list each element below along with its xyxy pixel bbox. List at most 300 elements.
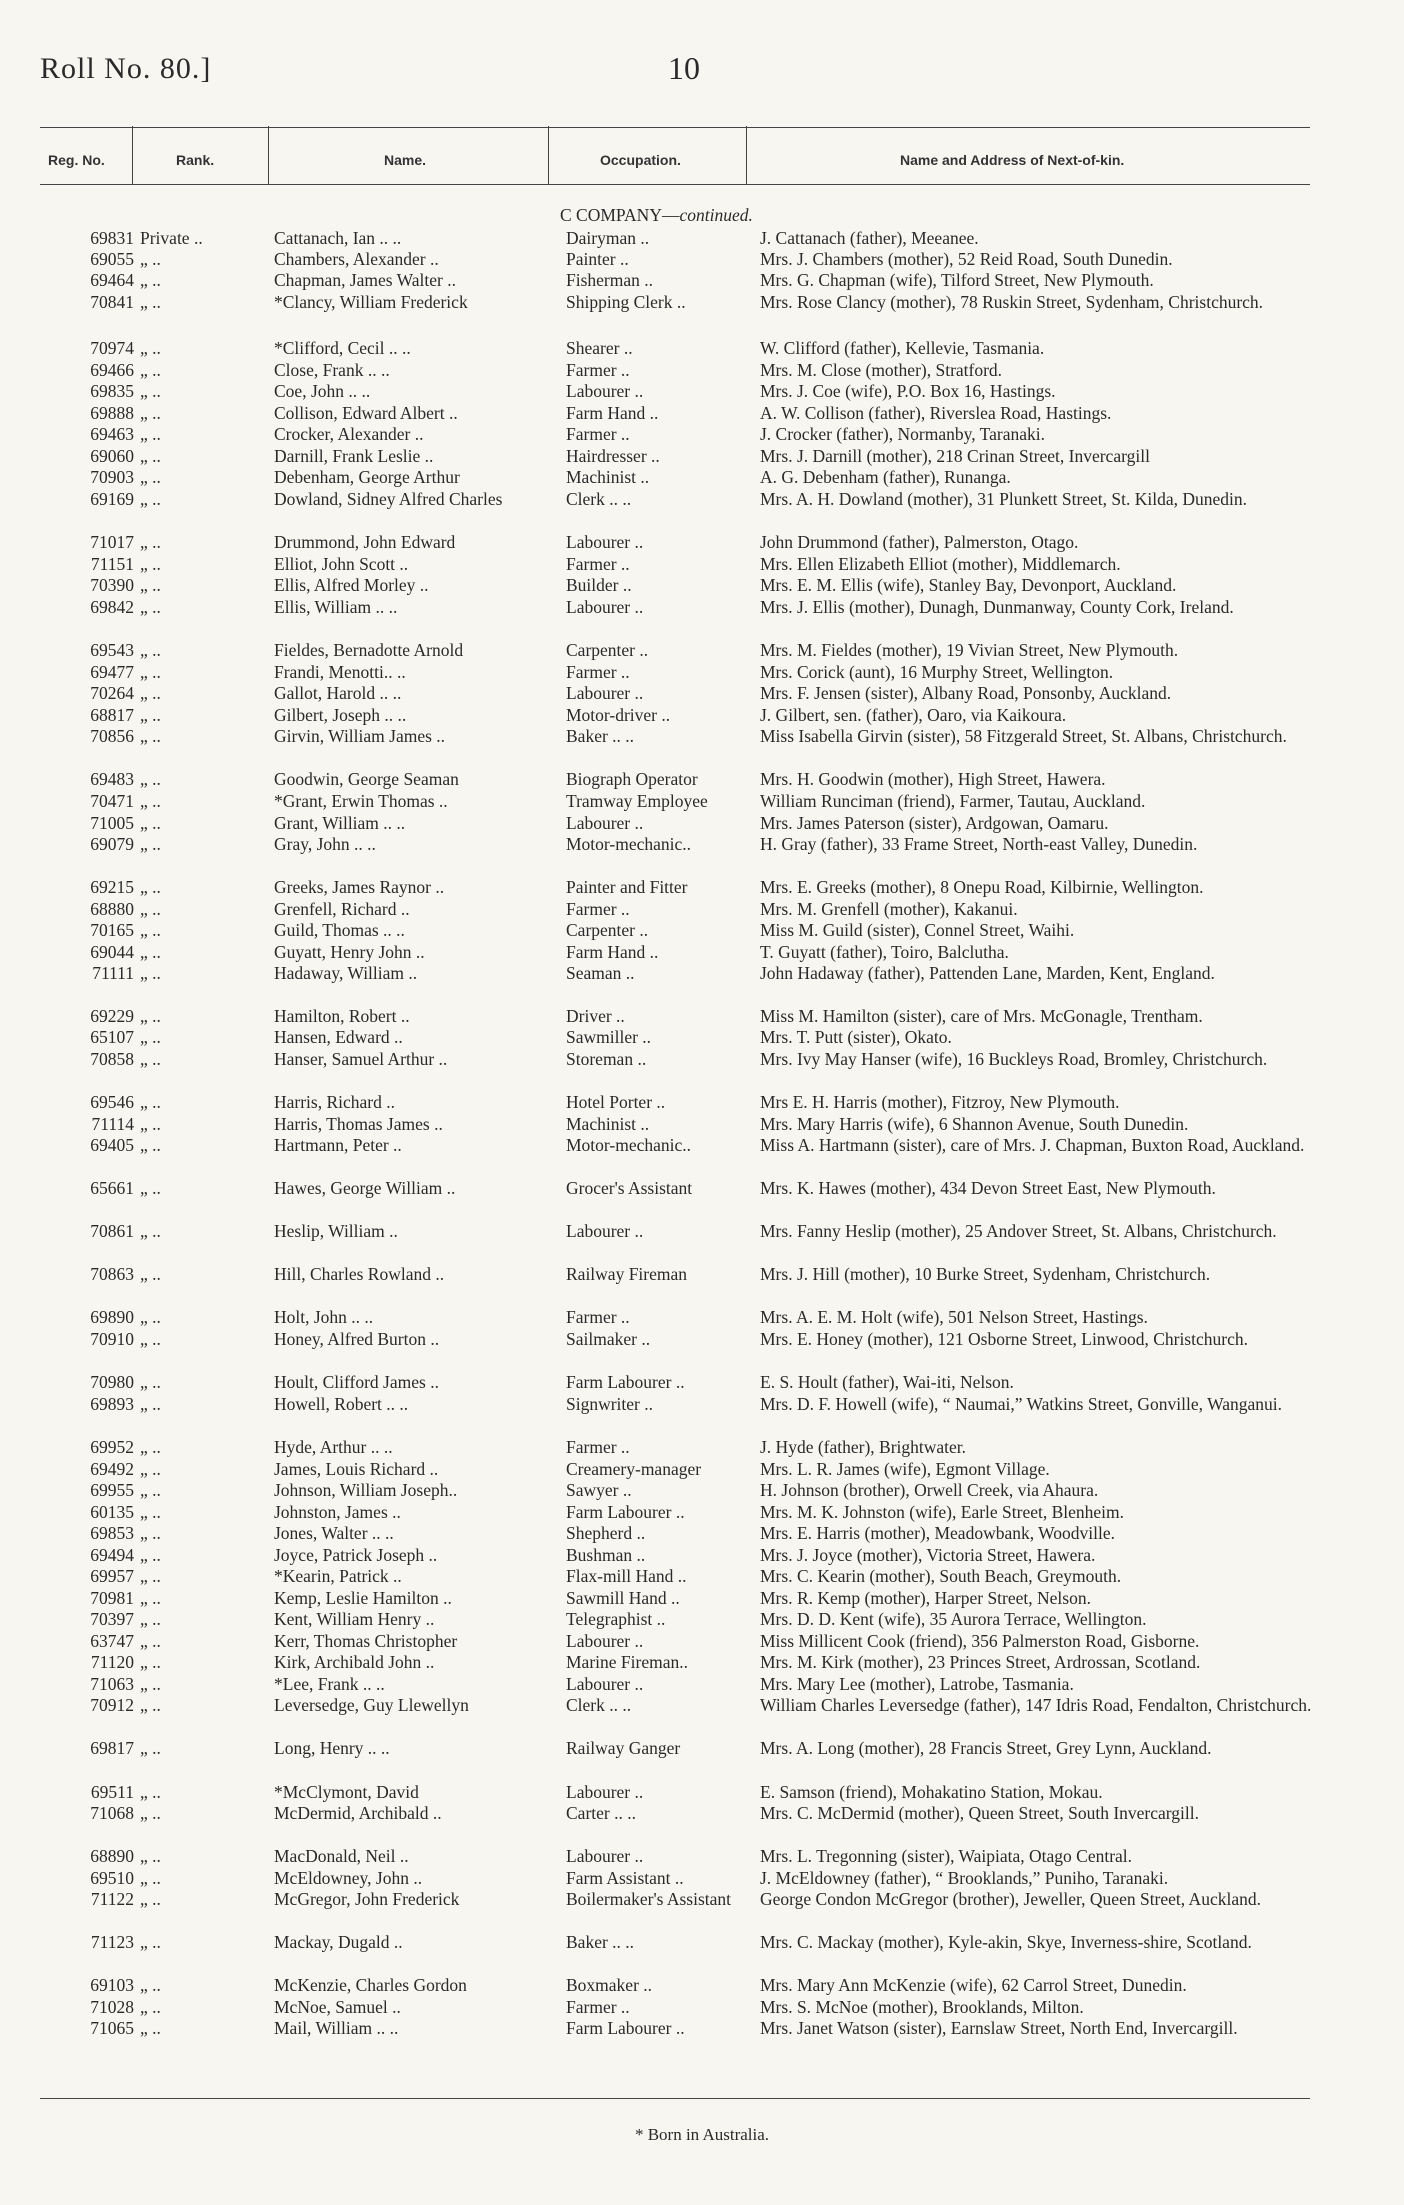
- rank-cell: „ ..: [140, 1674, 161, 1694]
- rank-cell: „ ..: [140, 1006, 161, 1026]
- name-cell: Kemp, Leslie Hamilton ..: [274, 1588, 452, 1608]
- reg-no-cell: 69405: [90, 1135, 134, 1155]
- reg-no-cell: 70856: [90, 726, 134, 746]
- rank-cell: „ ..: [140, 1566, 161, 1586]
- occupation-cell: Farmer ..: [566, 1307, 630, 1327]
- rank-cell: „ ..: [140, 1846, 161, 1866]
- next-of-kin-cell: Mrs. Mary Ann McKenzie (wife), 62 Carrol Street, Dunedin.: [760, 1975, 1187, 1995]
- table-row: [0, 1782, 1404, 1803]
- rank-cell: „ ..: [140, 769, 161, 789]
- next-of-kin-cell: W. Clifford (father), Kellevie, Tasmania.: [760, 338, 1045, 358]
- table-row: [0, 1394, 1404, 1415]
- table-row: [0, 1932, 1404, 1953]
- name-cell: Grant, William .. ..: [274, 813, 406, 833]
- next-of-kin-cell: T. Guyatt (father), Toiro, Balclutha.: [760, 942, 1009, 962]
- table-row: [0, 705, 1404, 726]
- next-of-kin-cell: Mrs. J. Chambers (mother), 52 Reid Road, South Dunedin.: [760, 249, 1173, 269]
- reg-no-cell: 69842: [90, 597, 134, 617]
- occupation-cell: Storeman ..: [566, 1049, 647, 1069]
- name-cell: Howell, Robert .. ..: [274, 1394, 409, 1414]
- occupation-cell: Labourer ..: [566, 1674, 644, 1694]
- rank-cell: „ ..: [140, 1264, 161, 1284]
- reg-no-cell: 69817: [90, 1738, 134, 1758]
- next-of-kin-cell: George Condon McGregor (brother), Jeweller, Queen Street, Auckland.: [760, 1889, 1261, 1909]
- name-cell: Leversedge, Guy Llewellyn: [274, 1695, 469, 1715]
- name-cell: Collison, Edward Albert ..: [274, 403, 458, 423]
- rank-cell: „ ..: [140, 1631, 161, 1651]
- reg-no-cell: 65107: [90, 1027, 134, 1047]
- rank-cell: „ ..: [140, 1975, 161, 1995]
- reg-no-cell: 70397: [90, 1609, 134, 1629]
- reg-no-cell: 71028: [90, 1997, 134, 2017]
- reg-no-cell: 69463: [90, 424, 134, 444]
- col-header-rank: Rank.: [176, 152, 215, 168]
- name-cell: Chambers, Alexander ..: [274, 249, 439, 269]
- name-cell: Kerr, Thomas Christopher: [274, 1631, 458, 1651]
- rank-cell: „ ..: [140, 1588, 161, 1608]
- reg-no-cell: 69477: [90, 662, 134, 682]
- reg-no-cell: 69215: [90, 877, 134, 897]
- page-number: 10: [668, 50, 700, 86]
- reg-no-cell: 70981: [90, 1588, 134, 1608]
- rank-cell: „ ..: [140, 1178, 161, 1198]
- next-of-kin-cell: William Runciman (friend), Farmer, Tautau, Auckland.: [760, 791, 1146, 811]
- next-of-kin-cell: Mrs. E. Harris (mother), Meadowbank, Woodville.: [760, 1523, 1115, 1543]
- table-row: [0, 813, 1404, 834]
- reg-no-cell: 69955: [90, 1480, 134, 1500]
- table-row: [0, 1264, 1404, 1285]
- name-cell: Johnson, William Joseph..: [274, 1480, 458, 1500]
- rank-cell: „ ..: [140, 640, 161, 660]
- col-divider: [268, 126, 269, 184]
- reg-no-cell: 71151: [90, 554, 134, 574]
- reg-no-cell: 70471: [90, 791, 134, 811]
- next-of-kin-cell: Miss Isabella Girvin (sister), 58 Fitzgerald Street, St. Albans, Christchurch.: [760, 726, 1287, 746]
- name-cell: *Clifford, Cecil .. ..: [274, 338, 411, 358]
- rank-cell: „ ..: [140, 1049, 161, 1069]
- rank-cell: „ ..: [140, 1329, 161, 1349]
- reg-no-cell: 69483: [90, 769, 134, 789]
- next-of-kin-cell: Mrs. Ivy May Hanser (wife), 16 Buckleys Road, Bromley, Christchurch.: [760, 1049, 1268, 1069]
- reg-no-cell: 69464: [90, 270, 134, 290]
- name-cell: Gallot, Harold .. ..: [274, 683, 402, 703]
- reg-no-cell: 71123: [90, 1932, 134, 1952]
- rank-cell: „ ..: [140, 1997, 161, 2017]
- col-divider: [548, 126, 549, 184]
- reg-no-cell: 69853: [90, 1523, 134, 1543]
- next-of-kin-cell: Mrs. J. Joyce (mother), Victoria Street, Hawera.: [760, 1545, 1096, 1565]
- col-header-next-of-kin: Name and Address of Next-of-kin.: [900, 152, 1125, 168]
- name-cell: Grenfell, Richard ..: [274, 899, 410, 919]
- occupation-cell: Farm Labourer ..: [566, 1502, 685, 1522]
- next-of-kin-cell: J. McEldowney (father), “ Brooklands,” Puniho, Taranaki.: [760, 1868, 1169, 1888]
- table-row: [0, 489, 1404, 510]
- occupation-cell: Farm Hand ..: [566, 942, 659, 962]
- next-of-kin-cell: Mrs. Fanny Heslip (mother), 25 Andover Street, St. Albans, Christchurch.: [760, 1221, 1277, 1241]
- reg-no-cell: 69510: [90, 1868, 134, 1888]
- name-cell: *Lee, Frank .. ..: [274, 1674, 385, 1694]
- occupation-cell: Creamery-manager: [566, 1459, 702, 1479]
- next-of-kin-cell: Mrs. A. E. M. Holt (wife), 501 Nelson Street, Hastings.: [760, 1307, 1148, 1327]
- table-row: [0, 1092, 1404, 1113]
- next-of-kin-cell: H. Gray (father), 33 Frame Street, North-east Valley, Dunedin.: [760, 834, 1198, 854]
- occupation-cell: Driver ..: [566, 1006, 625, 1026]
- reg-no-cell: 70903: [90, 467, 134, 487]
- rank-cell: „ ..: [140, 899, 161, 919]
- table-row: [0, 834, 1404, 855]
- next-of-kin-cell: Mrs. M. Grenfell (mother), Kakanui.: [760, 899, 1018, 919]
- rank-cell: „ ..: [140, 2018, 161, 2038]
- reg-no-cell: 69546: [90, 1092, 134, 1112]
- rank-cell: „ ..: [140, 942, 161, 962]
- rank-cell: „ ..: [140, 424, 161, 444]
- table-row: [0, 683, 1404, 704]
- occupation-cell: Farmer ..: [566, 1437, 630, 1457]
- occupation-cell: Labourer ..: [566, 1782, 644, 1802]
- name-cell: Debenham, George Arthur: [274, 467, 460, 487]
- occupation-cell: Bushman ..: [566, 1545, 646, 1565]
- name-cell: Drummond, John Edward: [274, 532, 456, 552]
- occupation-cell: Farm Hand ..: [566, 403, 659, 423]
- name-cell: Frandi, Menotti.. ..: [274, 662, 406, 682]
- occupation-cell: Labourer ..: [566, 1631, 644, 1651]
- name-cell: Hadaway, William ..: [274, 963, 418, 983]
- next-of-kin-cell: Mrs. James Paterson (sister), Ardgowan, Oamaru.: [760, 813, 1109, 833]
- next-of-kin-cell: Mrs. J. Ellis (mother), Dunagh, Dunmanway, County Cork, Ireland.: [760, 597, 1234, 617]
- occupation-cell: Sawmill Hand ..: [566, 1588, 680, 1608]
- next-of-kin-cell: Mrs. S. McNoe (mother), Brooklands, Milton.: [760, 1997, 1084, 2017]
- section-continued: continued.: [679, 205, 753, 225]
- header-bottom-rule: [40, 184, 1310, 185]
- name-cell: Harris, Thomas James ..: [274, 1114, 443, 1134]
- rank-cell: „ ..: [140, 1889, 161, 1909]
- next-of-kin-cell: Mrs. M. Kirk (mother), 23 Princes Street, Ardrossan, Scotland.: [760, 1652, 1201, 1672]
- reg-no-cell: 71114: [91, 1114, 134, 1134]
- next-of-kin-cell: E. Samson (friend), Mohakatino Station, Mokau.: [760, 1782, 1103, 1802]
- name-cell: MacDonald, Neil ..: [274, 1846, 409, 1866]
- occupation-cell: Dairyman ..: [566, 228, 650, 248]
- table-row: [0, 1307, 1404, 1328]
- rank-cell: „ ..: [140, 1738, 161, 1758]
- table-row: [0, 554, 1404, 575]
- name-cell: Hanser, Samuel Arthur ..: [274, 1049, 448, 1069]
- next-of-kin-cell: Mrs. G. Chapman (wife), Tilford Street, New Plymouth.: [760, 270, 1154, 290]
- reg-no-cell: 71065: [90, 2018, 134, 2038]
- col-divider: [746, 126, 747, 184]
- name-cell: Hoult, Clifford James ..: [274, 1372, 439, 1392]
- rank-cell: „ ..: [140, 554, 161, 574]
- occupation-cell: Hairdresser ..: [566, 446, 660, 466]
- reg-no-cell: 70912: [90, 1695, 134, 1715]
- table-row: [0, 1114, 1404, 1135]
- next-of-kin-cell: Mrs. E. M. Ellis (wife), Stanley Bay, Devonport, Auckland.: [760, 575, 1177, 595]
- name-cell: *McClymont, David: [274, 1782, 419, 1802]
- name-cell: Gilbert, Joseph .. ..: [274, 705, 407, 725]
- table-row: [0, 726, 1404, 747]
- next-of-kin-cell: Mrs. J. Coe (wife), P.O. Box 16, Hastings.: [760, 381, 1056, 401]
- table-row: [0, 1545, 1404, 1566]
- next-of-kin-cell: Mrs. C. McDermid (mother), Queen Street, South Invercargill.: [760, 1803, 1200, 1823]
- reg-no-cell: 71063: [90, 1674, 134, 1694]
- reg-no-cell: 70980: [90, 1372, 134, 1392]
- name-cell: Mackay, Dugald ..: [274, 1932, 403, 1952]
- next-of-kin-cell: Miss A. Hartmann (sister), care of Mrs. J. Chapman, Buxton Road, Auckland.: [760, 1135, 1305, 1155]
- reg-no-cell: 69060: [90, 446, 134, 466]
- rank-cell: „ ..: [140, 1027, 161, 1047]
- rank-cell: „ ..: [140, 292, 161, 312]
- rank-cell: „ ..: [140, 705, 161, 725]
- table-row: [0, 1329, 1404, 1350]
- table-row: [0, 1523, 1404, 1544]
- reg-no-cell: 71111: [92, 963, 134, 983]
- occupation-cell: Farmer ..: [566, 360, 630, 380]
- name-cell: McKenzie, Charles Gordon: [274, 1975, 467, 1995]
- table-row: [0, 1027, 1404, 1048]
- reg-no-cell: 70858: [90, 1049, 134, 1069]
- table-row: [0, 424, 1404, 445]
- table-row: [0, 1588, 1404, 1609]
- reg-no-cell: 71068: [90, 1803, 134, 1823]
- next-of-kin-cell: Mrs. D. D. Kent (wife), 35 Aurora Terrace, Wellington.: [760, 1609, 1147, 1629]
- reg-no-cell: 69543: [90, 640, 134, 660]
- table-row: [0, 1889, 1404, 1910]
- reg-no-cell: 69890: [90, 1307, 134, 1327]
- name-cell: Hartmann, Peter ..: [274, 1135, 402, 1155]
- name-cell: Crocker, Alexander ..: [274, 424, 424, 444]
- rank-cell: „ ..: [140, 1502, 161, 1522]
- rank-cell: „ ..: [140, 1782, 161, 1802]
- next-of-kin-cell: Mrs. Ellen Elizabeth Elliot (mother), Middlemarch.: [760, 554, 1121, 574]
- rank-cell: „ ..: [140, 1803, 161, 1823]
- table-row: [0, 1135, 1404, 1156]
- next-of-kin-cell: Mrs. Mary Lee (mother), Latrobe, Tasmania.: [760, 1674, 1074, 1694]
- table-row: [0, 270, 1404, 291]
- occupation-cell: Farmer ..: [566, 1997, 630, 2017]
- next-of-kin-cell: Mrs. L. Tregonning (sister), Waipiata, Otago Central.: [760, 1846, 1133, 1866]
- table-row: [0, 1049, 1404, 1070]
- rank-cell: „ ..: [140, 791, 161, 811]
- occupation-cell: Sawyer ..: [566, 1480, 632, 1500]
- bottom-rule: [40, 2098, 1310, 2099]
- rank-cell: „ ..: [140, 338, 161, 358]
- rank-cell: „ ..: [140, 532, 161, 552]
- name-cell: Dowland, Sidney Alfred Charles: [274, 489, 503, 509]
- reg-no-cell: 69044: [90, 942, 134, 962]
- reg-no-cell: 69494: [90, 1545, 134, 1565]
- next-of-kin-cell: Mrs. F. Jensen (sister), Albany Road, Ponsonby, Auckland.: [760, 683, 1172, 703]
- name-cell: Coe, John .. ..: [274, 381, 371, 401]
- rank-cell: „ ..: [140, 1135, 161, 1155]
- table-row: [0, 381, 1404, 402]
- col-header-name: Name.: [384, 152, 427, 168]
- name-cell: Fieldes, Bernadotte Arnold: [274, 640, 464, 660]
- name-cell: McGregor, John Frederick: [274, 1889, 460, 1909]
- rank-cell: „ ..: [140, 403, 161, 423]
- reg-no-cell: 70165: [90, 920, 134, 940]
- next-of-kin-cell: Mrs. T. Putt (sister), Okato.: [760, 1027, 952, 1047]
- reg-no-cell: 65661: [90, 1178, 134, 1198]
- occupation-cell: Grocer's Assistant: [566, 1178, 693, 1198]
- reg-no-cell: 69492: [90, 1459, 134, 1479]
- table-row: [0, 1437, 1404, 1458]
- table-row: [0, 1674, 1404, 1695]
- next-of-kin-cell: Mrs. H. Goodwin (mother), High Street, Hawera.: [760, 769, 1106, 789]
- rank-cell: „ ..: [140, 726, 161, 746]
- next-of-kin-cell: E. S. Hoult (father), Wai-iti, Nelson.: [760, 1372, 1014, 1392]
- reg-no-cell: 68880: [90, 899, 134, 919]
- next-of-kin-cell: Mrs. C. Kearin (mother), South Beach, Greymouth.: [760, 1566, 1122, 1586]
- rank-cell: „ ..: [140, 662, 161, 682]
- occupation-cell: Railway Ganger: [566, 1738, 681, 1758]
- table-row: [0, 1846, 1404, 1867]
- rank-cell: „ ..: [140, 813, 161, 833]
- name-cell: *Grant, Erwin Thomas ..: [274, 791, 448, 811]
- rank-cell: „ ..: [140, 446, 161, 466]
- reg-no-cell: 69835: [90, 381, 134, 401]
- rank-cell: „ ..: [140, 1480, 161, 1500]
- rank-cell: „ ..: [140, 270, 161, 290]
- occupation-cell: Baker .. ..: [566, 1932, 635, 1952]
- name-cell: McNoe, Samuel ..: [274, 1997, 401, 2017]
- next-of-kin-cell: Mrs. Janet Watson (sister), Earnslaw Street, North End, Invercargill.: [760, 2018, 1238, 2038]
- occupation-cell: Boilermaker's Assistant: [566, 1889, 732, 1909]
- rank-cell: „ ..: [140, 1868, 161, 1888]
- name-cell: Hawes, George William ..: [274, 1178, 456, 1198]
- occupation-cell: Sailmaker ..: [566, 1329, 651, 1349]
- reg-no-cell: 71120: [90, 1652, 134, 1672]
- occupation-cell: Motor-mechanic..: [566, 834, 692, 854]
- next-of-kin-cell: Mrs. A. Long (mother), 28 Francis Street, Grey Lynn, Auckland.: [760, 1738, 1212, 1758]
- next-of-kin-cell: A. W. Collison (father), Riverslea Road, Hastings.: [760, 403, 1112, 423]
- table-row: [0, 1480, 1404, 1501]
- reg-no-cell: 69055: [90, 249, 134, 269]
- table-row: [0, 228, 1404, 249]
- name-cell: Honey, Alfred Burton ..: [274, 1329, 440, 1349]
- table-row: [0, 942, 1404, 963]
- occupation-cell: Farmer ..: [566, 662, 630, 682]
- name-cell: Hill, Charles Rowland ..: [274, 1264, 445, 1284]
- occupation-cell: Motor-mechanic..: [566, 1135, 692, 1155]
- next-of-kin-cell: Miss M. Guild (sister), Connel Street, Waihi.: [760, 920, 1075, 940]
- occupation-cell: Farmer ..: [566, 424, 630, 444]
- name-cell: Kent, William Henry ..: [274, 1609, 435, 1629]
- reg-no-cell: 69952: [90, 1437, 134, 1457]
- name-cell: Ellis, Alfred Morley ..: [274, 575, 429, 595]
- occupation-cell: Shearer ..: [566, 338, 633, 358]
- next-of-kin-cell: Mrs. D. F. Howell (wife), “ Naumai,” Watkins Street, Gonville, Wanganui.: [760, 1394, 1282, 1414]
- table-row: [0, 403, 1404, 424]
- table-row: [0, 1372, 1404, 1393]
- reg-no-cell: 68817: [90, 705, 134, 725]
- rank-cell: „ ..: [140, 1523, 161, 1543]
- name-cell: Harris, Richard ..: [274, 1092, 396, 1112]
- col-header-reg-no: Reg. No.: [48, 152, 105, 168]
- name-cell: Ellis, William .. ..: [274, 597, 398, 617]
- table-row: [0, 877, 1404, 898]
- occupation-cell: Painter and Fitter: [566, 877, 688, 897]
- reg-no-cell: 71122: [90, 1889, 134, 1909]
- table-row: [0, 662, 1404, 683]
- table-row: [0, 791, 1404, 812]
- occupation-cell: Machinist ..: [566, 1114, 650, 1134]
- name-cell: Girvin, William James ..: [274, 726, 446, 746]
- table-row: [0, 292, 1404, 313]
- next-of-kin-cell: Mrs. M. K. Johnston (wife), Earle Street, Blenheim.: [760, 1502, 1125, 1522]
- table-row: [0, 2018, 1404, 2039]
- occupation-cell: Baker .. ..: [566, 726, 635, 746]
- reg-no-cell: 69103: [90, 1975, 134, 1995]
- occupation-cell: Painter ..: [566, 249, 629, 269]
- rank-cell: „ ..: [140, 1394, 161, 1414]
- reg-no-cell: 69511: [90, 1782, 134, 1802]
- occupation-cell: Shipping Clerk ..: [566, 292, 686, 312]
- reg-no-cell: 70974: [90, 338, 134, 358]
- name-cell: Holt, John .. ..: [274, 1307, 374, 1327]
- next-of-kin-cell: J. Hyde (father), Brightwater.: [760, 1437, 967, 1457]
- table-row: [0, 1695, 1404, 1716]
- occupation-cell: Farm Assistant ..: [566, 1868, 684, 1888]
- name-cell: James, Louis Richard ..: [274, 1459, 439, 1479]
- occupation-cell: Clerk .. ..: [566, 489, 632, 509]
- occupation-cell: Labourer ..: [566, 813, 644, 833]
- occupation-cell: Labourer ..: [566, 532, 644, 552]
- reg-no-cell: 70264: [90, 683, 134, 703]
- next-of-kin-cell: Mrs. M. Close (mother), Stratford.: [760, 360, 1003, 380]
- occupation-cell: Labourer ..: [566, 1846, 644, 1866]
- occupation-cell: Builder ..: [566, 575, 632, 595]
- roll-header: Roll No. 80.]: [40, 52, 212, 85]
- next-of-kin-cell: William Charles Leversedge (father), 147 Idris Road, Fendalton, Christchurch.: [760, 1695, 1312, 1715]
- reg-no-cell: 69229: [90, 1006, 134, 1026]
- rank-cell: „ ..: [140, 597, 161, 617]
- reg-no-cell: 70861: [90, 1221, 134, 1241]
- col-divider: [132, 126, 133, 184]
- next-of-kin-cell: John Drummond (father), Palmerston, Otago.: [760, 532, 1079, 552]
- next-of-kin-cell: Mrs. Mary Harris (wife), 6 Shannon Avenue, South Dunedin.: [760, 1114, 1189, 1134]
- reg-no-cell: 69079: [90, 834, 134, 854]
- name-cell: Johnston, James ..: [274, 1502, 401, 1522]
- rank-cell: „ ..: [140, 1307, 161, 1327]
- table-row: [0, 1566, 1404, 1587]
- footnote: * Born in Australia.: [634, 2125, 770, 2144]
- next-of-kin-cell: J. Cattanach (father), Meeanee.: [760, 228, 979, 248]
- reg-no-cell: 69466: [90, 360, 134, 380]
- occupation-cell: Seaman ..: [566, 963, 635, 983]
- reg-no-cell: 69893: [90, 1394, 134, 1414]
- next-of-kin-cell: Miss Millicent Cook (friend), 356 Palmerston Road, Gisborne.: [760, 1631, 1200, 1651]
- reg-no-cell: 70841: [90, 292, 134, 312]
- rank-cell: „ ..: [140, 489, 161, 509]
- table-row: [0, 640, 1404, 661]
- occupation-cell: Motor-driver ..: [566, 705, 671, 725]
- rank-cell: „ ..: [140, 963, 161, 983]
- name-cell: Heslip, William ..: [274, 1221, 398, 1241]
- next-of-kin-cell: Mrs. E. Honey (mother), 121 Osborne Street, Linwood, Christchurch.: [760, 1329, 1248, 1349]
- name-cell: Elliot, John Scott ..: [274, 554, 409, 574]
- rank-cell: „ ..: [140, 1932, 161, 1952]
- occupation-cell: Sawmiller ..: [566, 1027, 652, 1047]
- name-cell: Chapman, James Walter ..: [274, 270, 456, 290]
- next-of-kin-cell: Mrs E. H. Harris (mother), Fitzroy, New Plymouth.: [760, 1092, 1120, 1112]
- occupation-cell: Machinist ..: [566, 467, 650, 487]
- next-of-kin-cell: J. Gilbert, sen. (father), Oaro, via Kaikoura.: [760, 705, 1067, 725]
- rank-cell: „ ..: [140, 1459, 161, 1479]
- rank-cell: „ ..: [140, 1652, 161, 1672]
- rank-cell: „ ..: [140, 920, 161, 940]
- occupation-cell: Farm Labourer ..: [566, 1372, 685, 1392]
- name-cell: Mail, William .. ..: [274, 2018, 399, 2038]
- reg-no-cell: 68890: [90, 1846, 134, 1866]
